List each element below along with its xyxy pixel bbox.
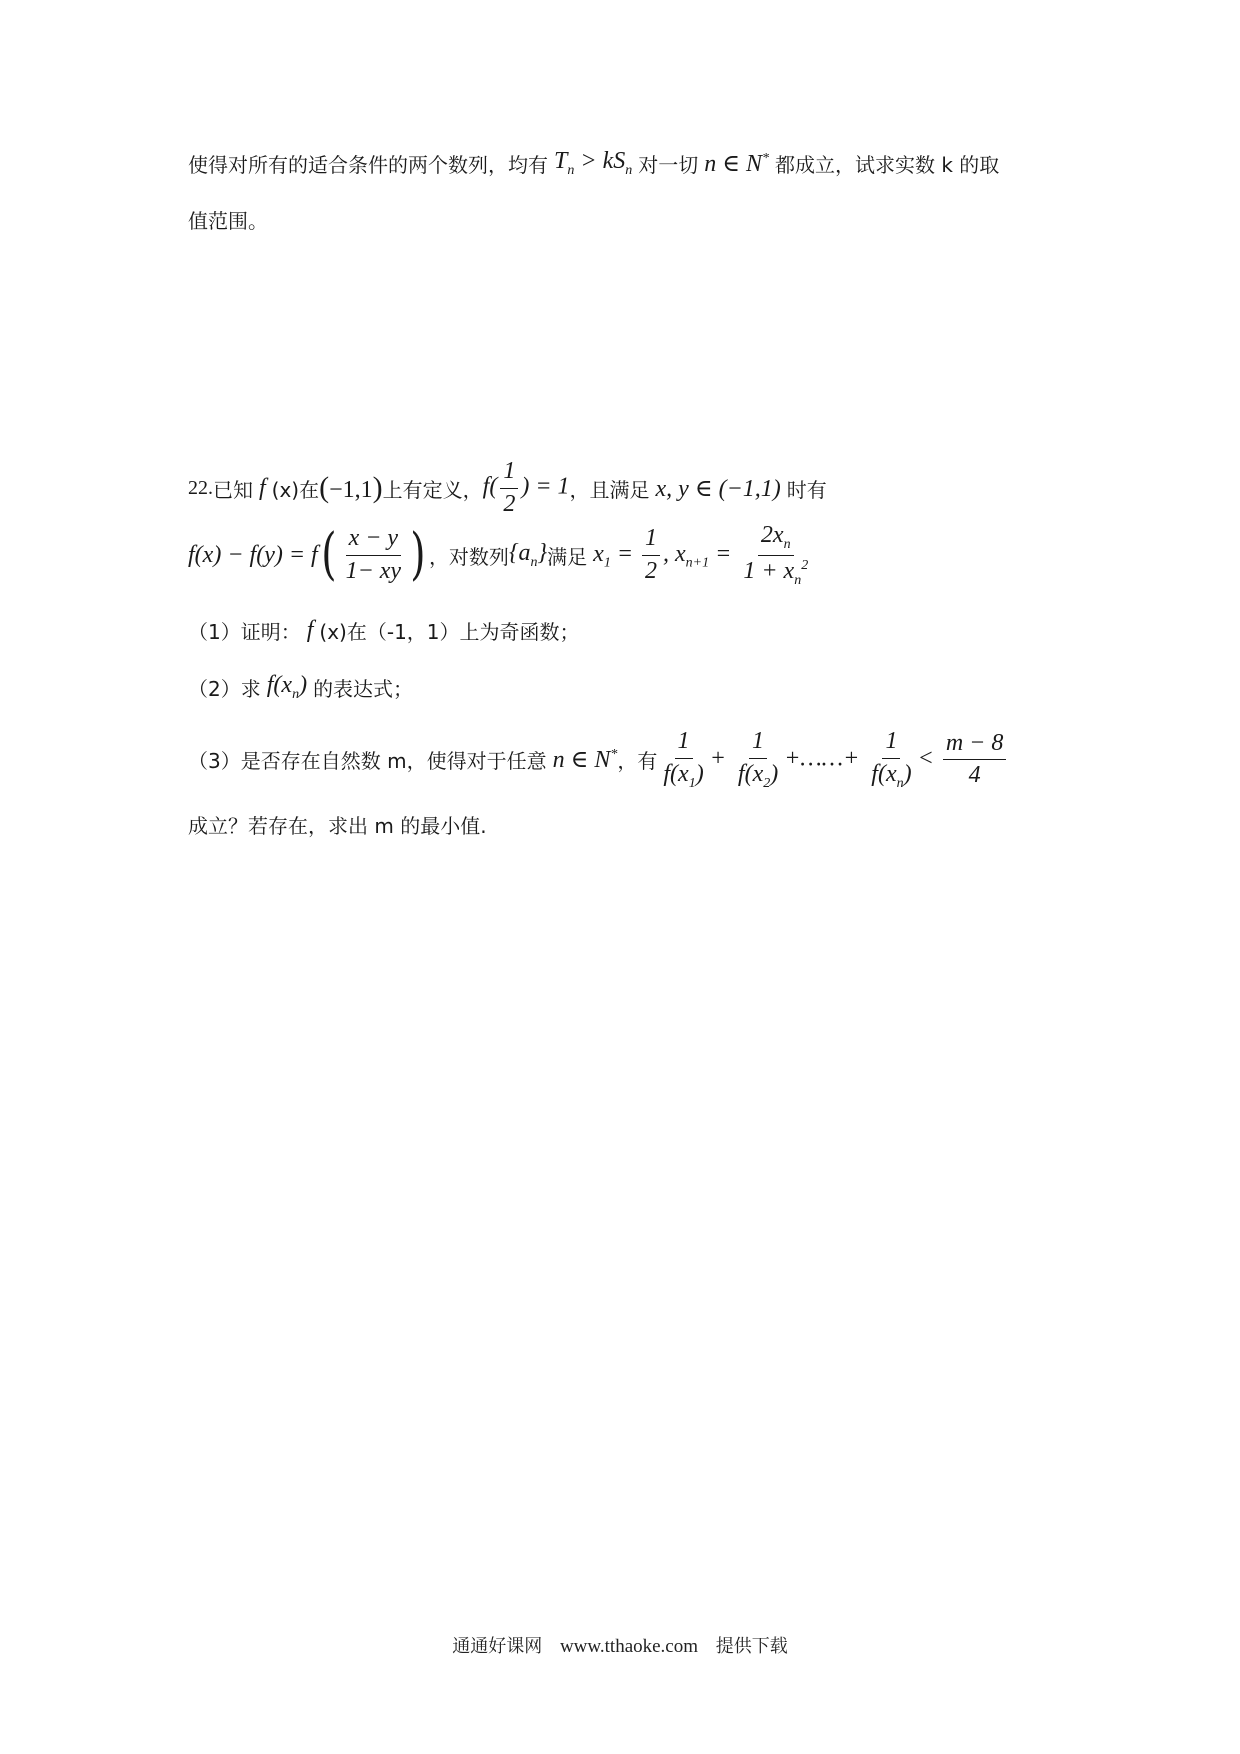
math-recurrence: $x_1$ = $\frac{1}{2}$ , $x_{n+1}$ = $\frac{2x_n}{1 + x_n^2}$ bbox=[587, 522, 809, 588]
q22-part2 bbox=[188, 672, 413, 703]
q22-part3-end bbox=[188, 810, 487, 839]
part2-text: 的表达式； bbox=[313, 676, 414, 701]
math-functional-eq: f(x) − f(y) = f bbox=[188, 541, 318, 568]
math-frac-xy: $\frac{x - y}{1- xy}$ bbox=[345, 525, 402, 584]
q22-intro-d: ，且满足 bbox=[569, 477, 650, 502]
math-xy-domain: x, y ∈ (−1,1) bbox=[649, 475, 781, 502]
q22-part1 bbox=[188, 616, 580, 645]
q22-intro-b: (x)在 bbox=[271, 477, 320, 502]
math-f: f bbox=[253, 474, 272, 501]
q22-line-1 bbox=[188, 458, 827, 518]
math-f-part1: f bbox=[300, 617, 320, 643]
prev-text-c: 都成立，试求实数 k 的取 bbox=[775, 152, 1000, 177]
part1-label: （1）证明： bbox=[188, 620, 301, 644]
prev-line-2 bbox=[188, 205, 268, 234]
part3-text: ，有 bbox=[617, 749, 658, 774]
part3-end-text: 成立？若存在，求出 m 的最小值. bbox=[188, 814, 487, 838]
math-seq-an: $\{a_n\}$ bbox=[508, 539, 548, 570]
math-inequality: $\frac{1}{f(x_1)}$ + $\frac{1}{f(x_2)}$ +……+ $\frac{1}{f(x_n)}$ < $\frac{m - 8}{4}$ bbox=[657, 728, 1009, 791]
q22-intro-e: 时有 bbox=[786, 477, 827, 502]
prev-text-2: 值范围。 bbox=[188, 209, 268, 233]
footer-suffix: 提供下载 bbox=[715, 1636, 788, 1657]
prev-line-1 bbox=[188, 148, 999, 179]
footer-url[interactable]: www.tthaoke.com bbox=[559, 1636, 699, 1657]
math-n-in-nstar-2: n ∈ N* bbox=[546, 747, 618, 774]
math-right-paren: ) bbox=[410, 522, 426, 588]
prev-text-a: 使得对所有的适合条件的两个数列，均有 bbox=[188, 152, 548, 177]
math-f-xn: $f(x_n)$ bbox=[260, 672, 308, 702]
q22-part3 bbox=[188, 728, 1009, 791]
q22-intro-c: 上有定义， bbox=[382, 477, 483, 502]
part1-text: (x)在（-1，1）上为奇函数； bbox=[319, 620, 580, 644]
footer-site-name: 通通好课网 bbox=[452, 1636, 543, 1657]
q22-intro-a: 已知 bbox=[213, 477, 253, 502]
page-footer bbox=[0, 1632, 1240, 1658]
math-left-paren: ( bbox=[320, 522, 337, 588]
part3-label: （3）是否存在自然数 m，使得对于任意 bbox=[188, 749, 547, 774]
math-interval: (−1,1) bbox=[319, 471, 383, 505]
part2-label: （2）求 bbox=[188, 676, 261, 701]
math-f-half: f( $\frac{1}{2}$ ) = 1 bbox=[482, 458, 570, 517]
q22-line-2 bbox=[188, 522, 814, 589]
q22-seq-text-b: 满足 bbox=[547, 544, 588, 569]
q22-seq-text-a: ，对数列 bbox=[428, 544, 509, 569]
math-tn-gt-ksn: $T_n > kS_n$ bbox=[548, 148, 633, 178]
q22-number: 22. bbox=[188, 476, 213, 499]
prev-text-b: 对一切 bbox=[638, 152, 699, 177]
math-n-in-nstar: n ∈ N* bbox=[698, 150, 769, 177]
